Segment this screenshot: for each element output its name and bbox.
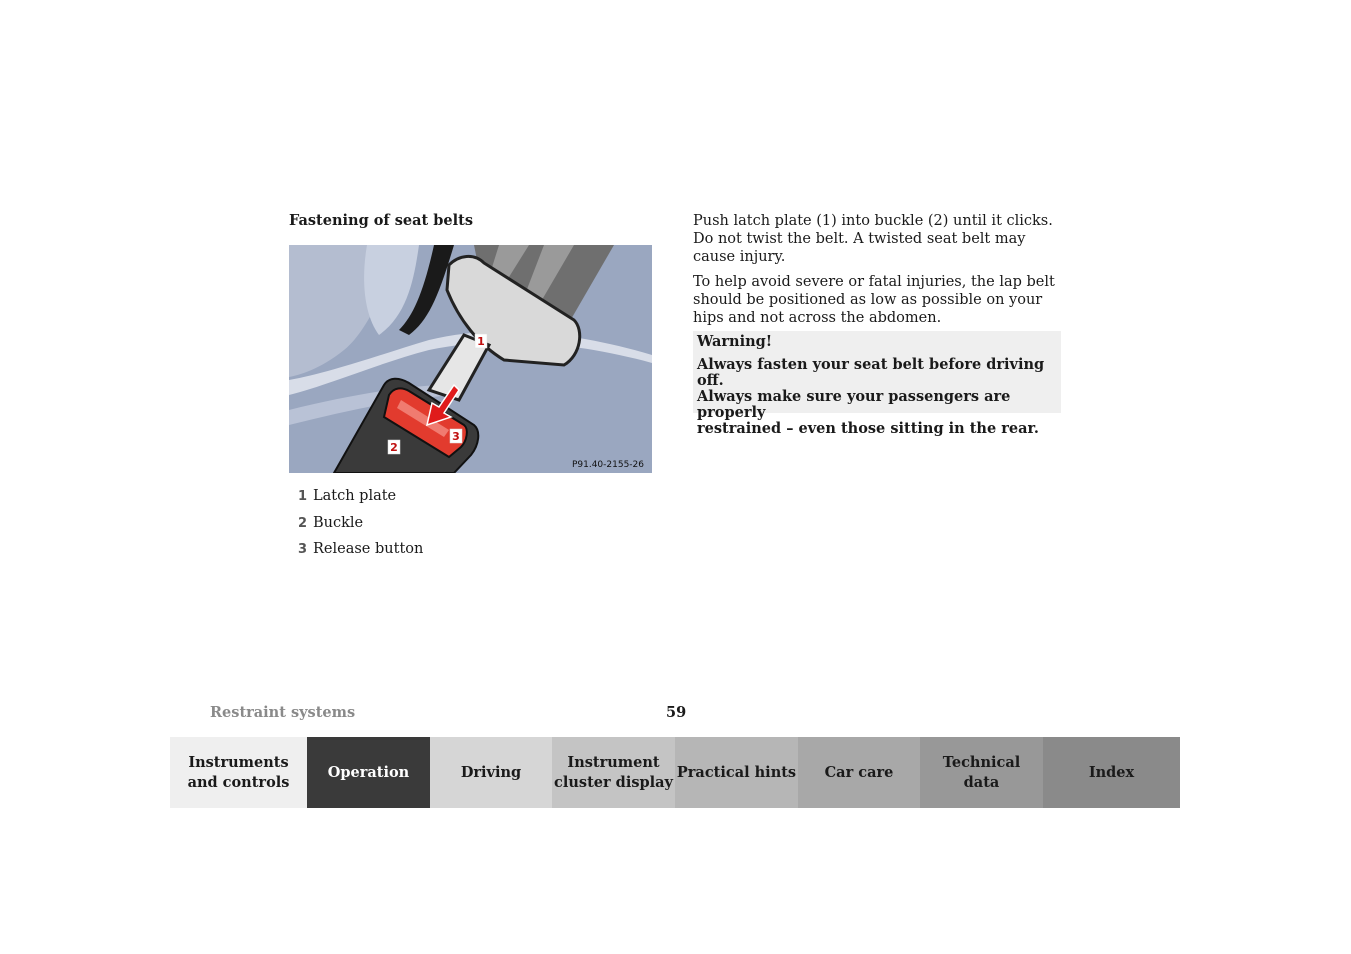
chapter-tabs: [170, 737, 1180, 808]
warning-box: [693, 331, 1061, 437]
page-number: 59: [666, 704, 687, 721]
section-title: Fastening of seat belts: [289, 212, 473, 229]
tab-car-care[interactable]: [798, 737, 920, 808]
tab-label-line: Driving: [460, 763, 522, 781]
figure-code: P91.40-2155-26: [571, 460, 644, 470]
legend-label: Latch plate: [313, 488, 397, 504]
paragraph-lap-belt: To help avoid severe or fatal injuries, the lap belt should be positioned as low as possible on your hips and not across the abdomen.: [693, 274, 1055, 326]
tab-index[interactable]: [1043, 737, 1180, 808]
tab-label-line: Technical: [942, 753, 1021, 771]
legend-number: 1: [297, 489, 307, 504]
tab-label-line: Practical hints: [676, 763, 797, 781]
legend-label: Release button: [313, 541, 424, 557]
tab-instrument-cluster-display[interactable]: [552, 737, 675, 808]
seat-belt-drawing: [289, 245, 652, 473]
paragraph-latch: Push latch plate (1) into buckle (2) until it clicks. Do not twist the belt. A twisted seat belt may cause injury.: [693, 213, 1053, 265]
body-text: [693, 212, 1063, 334]
tab-label-line: Instruments: [188, 753, 289, 771]
warning-text: [697, 357, 1061, 437]
legend-item: [289, 488, 423, 515]
tab-label-line: Index: [1088, 763, 1135, 781]
legend-item: [289, 541, 423, 568]
tab-technical-data[interactable]: [920, 737, 1043, 808]
legend-label: Buckle: [313, 514, 364, 531]
footer-section-name: Restraint systems: [210, 704, 356, 721]
tab-label-line: Car care: [824, 763, 894, 781]
tab-label-line: cluster display: [554, 773, 673, 791]
tab-label-line: data: [963, 773, 1000, 791]
tab-label-line: Instrument: [567, 753, 660, 771]
tab-driving[interactable]: [430, 737, 552, 808]
legend-number: 3: [297, 542, 307, 557]
tab-practical-hints[interactable]: [675, 737, 798, 808]
tab-instruments-and-controls[interactable]: [170, 737, 307, 808]
warning-line: restrained – even those sitting in the rear.: [697, 420, 1039, 437]
callout-3: 3: [452, 430, 460, 443]
legend-item: [289, 515, 423, 542]
figure-legend: [289, 488, 423, 568]
callout-2: 2: [390, 441, 398, 454]
tab-label-line: and controls: [187, 773, 290, 791]
warning-title: Warning!: [697, 333, 773, 350]
legend-number: 2: [297, 515, 307, 531]
warning-line: Always fasten your seat belt before driving off.: [697, 356, 1045, 389]
callout-1: 1: [477, 335, 485, 348]
warning-line: Always make sure your passengers are properly: [697, 388, 1011, 421]
seat-belt-illustration: [289, 245, 652, 473]
tab-operation[interactable]: [307, 737, 430, 808]
tab-label-line: Operation: [327, 763, 410, 781]
